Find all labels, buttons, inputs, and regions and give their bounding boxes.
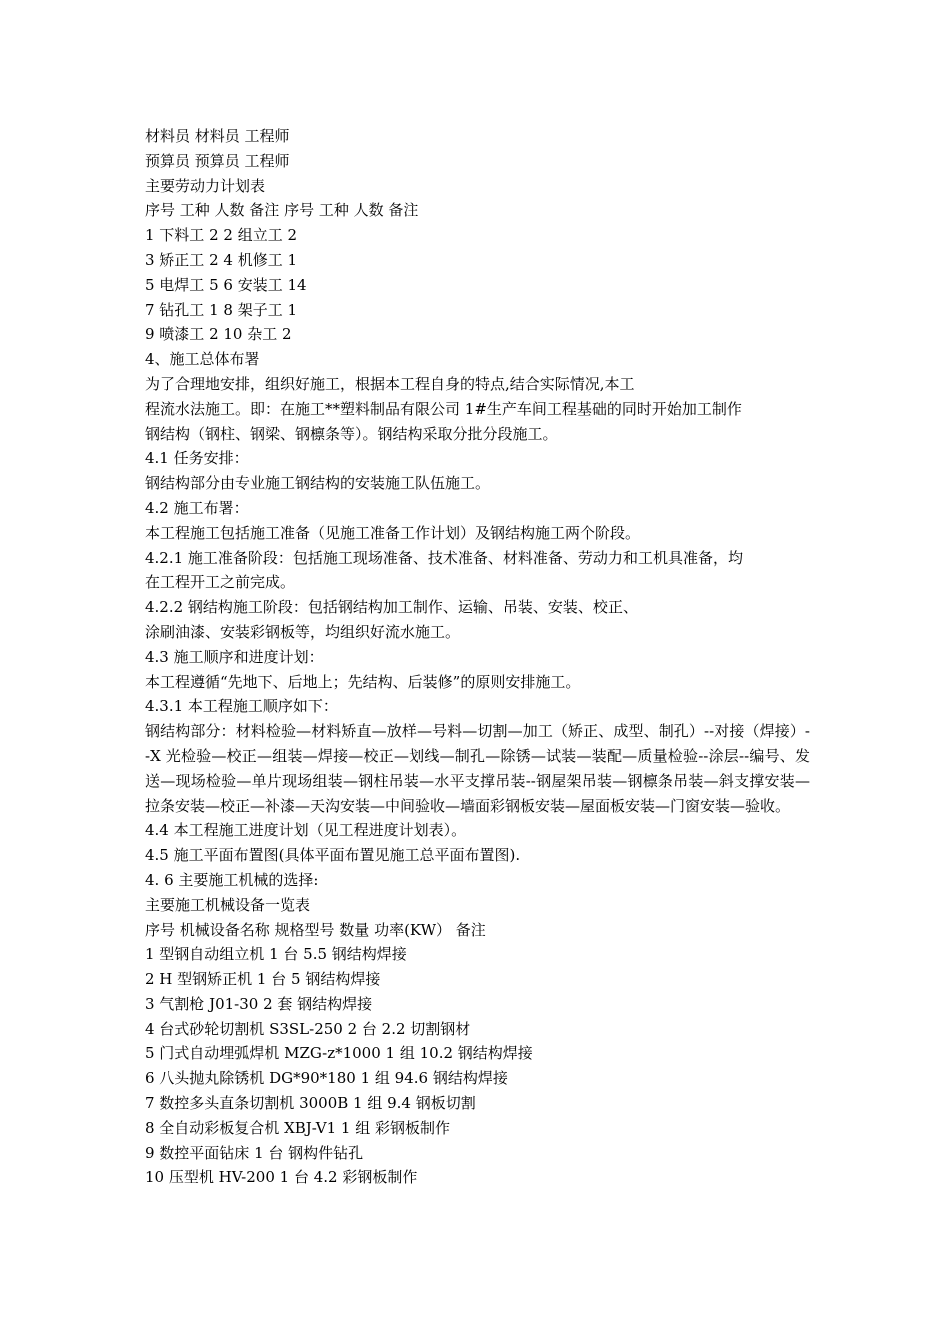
text-line: 材料员 材料员 工程师 [145,127,290,145]
text-line: 本工程施工包括施工准备（见施工准备工作计划）及钢结构施工两个阶段。 [145,523,641,542]
table-row: 8 全自动彩板复合机 XBJ-V1 1 组 彩钢板制作 [145,1118,450,1137]
text-line: 4.4 本工程施工进度计划（见工程进度计划表）。 [145,821,467,840]
section-heading: 4. 6 主要施工机械的选择: [145,870,319,889]
table-row: 3 矫正工 2 4 机修工 1 [145,250,298,269]
table-row: 3 气割枪 J01-30 2 套 钢结构焊接 [145,994,373,1013]
text-line: 4.2.2 钢结构施工阶段：包括钢结构加工制作、运输、吊装、安装、校正、 [145,598,638,617]
table-row: 10 压型机 HV-200 1 台 4.2 彩钢板制作 [145,1168,418,1187]
text-line: 在工程开工之前完成。 [145,573,296,592]
table-header: 序号 机械设备名称 规格型号 数量 功率(KW） 备注 [145,920,486,939]
text-line: 4.2.1 施工准备阶段：包括施工现场准备、技术准备、材料准备、劳动力和工机具准备，均 [145,548,743,567]
table-row: 7 钻孔工 1 8 架子工 1 [145,300,298,319]
table-title: 主要施工机械设备一览表 [145,895,311,914]
text-line: 4.5 施工平面布置图(具体平面布置见施工总平面布置图). [145,846,521,865]
table-row: 1 下料工 2 2 组立工 2 [145,226,298,245]
text-line: 本工程遵循“先地下、后地上；先结构、后装修”的原则安排施工。 [145,672,581,691]
table-row: 1 型钢自动组立机 1 台 5.5 钢结构焊接 [145,945,407,964]
text-line: 预算员 预算员 工程师 [145,151,290,170]
table-row: 7 数控多头直条切割机 3000B 1 组 9.4 钢板切割 [145,1094,476,1113]
text-line: 为了合理地安排，组织好施工，根据本工程自身的特点,结合实际情况,本工 [145,374,635,393]
table-header: 序号 工种 人数 备注 序号 工种 人数 备注 [145,201,419,220]
text-line: 钢结构部分由专业施工钢结构的安装施工队伍施工。 [145,474,491,493]
table-title: 主要劳动力计划表 [145,176,266,195]
table-row: 9 喷漆工 2 10 杂工 2 [145,325,292,344]
section-heading: 4.3 施工顺序和进度计划： [145,647,324,666]
table-row: 2 H 型钢矫正机 1 台 5 钢结构焊接 [145,970,381,989]
text-line: 钢结构（钢柱、钢梁、钢檩条等）。钢结构采取分批分段施工。 [145,424,558,443]
table-row: 9 数控平面钻床 1 台 钢构件钻孔 [145,1143,364,1162]
table-row: 6 八头抛丸除锈机 DG*90*180 1 组 94.6 钢结构焊接 [145,1069,508,1088]
section-heading: 4.3.1 本工程施工顺序如下： [145,697,338,716]
section-heading: 4.2 施工布署： [145,498,249,517]
sequence-paragraph: 钢结构部分：材料检验—材料矫直—放样—号料—切割—加工（矫正、成型、制孔）--对接（焊接）--X 光检验—校正—组装—焊接—校正—划线—制孔—除锈—试装—装配—质量检验--涂层--编号、发送—现场检验—单片现场组装—钢柱吊装—水平支撑吊装--钢屋架吊装—钢檩条吊装—斜支撑安装—拉条安装—校正—补漆—天沟安装—中间验收—墙面彩钢板安装—屋面板安装—门窗安装—验收。 [145,722,810,815]
text-line: 程流水法施工。即：在施工**塑料制品有限公司 1#生产车间工程基础的同时开始加工制作 [145,399,742,418]
document-body [145,124,810,1190]
text-line: 涂刷油漆、安装彩钢板等，均组织好流水施工。 [145,622,461,641]
section-heading: 4.1 任务安排： [145,449,249,468]
table-row: 5 电焊工 5 6 安装工 14 [145,275,307,294]
table-row: 5 门式自动埋弧焊机 MZG-z*1000 1 组 10.2 钢结构焊接 [145,1044,533,1063]
table-row: 4 台式砂轮切割机 S3SL-250 2 台 2.2 切割钢材 [145,1019,471,1038]
section-heading: 4、施工总体布署 [145,350,260,369]
